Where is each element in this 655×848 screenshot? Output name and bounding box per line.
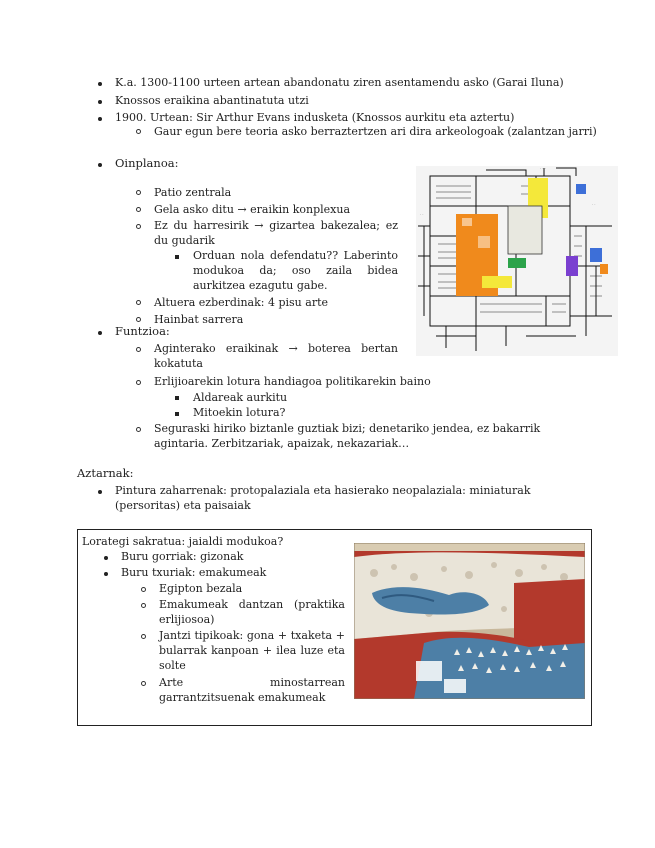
- box-subitem-1: Egipton bezala: [159, 582, 243, 595]
- svg-text:⋅ ⋅: ⋅ ⋅: [592, 203, 596, 207]
- bullet-circle: [136, 224, 141, 229]
- box-title: Lorategi sakratua: jaialdi modukoa?: [82, 535, 284, 548]
- oinplanoa-item-4: Altuera ezberdinak: 4 pisu arte: [154, 296, 329, 309]
- box-item-2: Buru txuriak: emakumeak: [121, 566, 267, 579]
- box-subitem-4: Arte minostarrean garrantzitsuenak emakumeak: [159, 676, 345, 704]
- box-subitem-2: Emakumeak dantzan (praktika erlijiosoa): [159, 598, 345, 626]
- section-heading-funtzioa: Funtzioa:: [115, 324, 170, 338]
- svg-text:⋅ ⋅: ⋅ ⋅: [420, 213, 424, 217]
- bullet-circle: [136, 300, 141, 305]
- knossos-floor-plan-image: [416, 166, 618, 356]
- bullet-dot: [104, 572, 108, 576]
- svg-text:⋅ ⋅ ⋅: ⋅ ⋅ ⋅: [540, 167, 546, 171]
- bullet-dot: [98, 117, 102, 121]
- intro-subitem: Gaur egun bere teoria asko berraztertzen ari dira arkeologoak (zalantzan jarri): [154, 125, 597, 138]
- intro-item-3: 1900. Urtean: Sir Arthur Evans indusketa (Knossos aurkitu eta aztertu): [115, 111, 515, 124]
- bullet-circle: [141, 681, 146, 686]
- bullet-dot: [98, 331, 102, 335]
- funtzioa-item-3: Seguraski hiriko biztanle guztiak bizi; denetariko jendea, ez bakarrik agintaria. Zerbitzariak, apaizak, nekazariak…: [154, 422, 541, 450]
- bullet-circle: [141, 634, 146, 639]
- funtzioa-subitem-2: Mitoekin lotura?: [193, 406, 286, 419]
- bullet-circle: [136, 427, 141, 432]
- bullet-circle: [136, 317, 141, 322]
- bullet-dot: [98, 163, 102, 167]
- bullet-circle: [136, 129, 141, 134]
- aztarnak-item: Pintura zaharrenak: protopalaziala eta hasierako neopalaziala: miniaturak (persoritas) eta paisaiak: [115, 484, 531, 512]
- bullet-square: [175, 255, 179, 259]
- oinplanoa-item-2: Gela asko ditu → eraikin konplexua: [154, 203, 351, 216]
- section-heading-oinplanoa: Oinplanoa:: [115, 156, 179, 170]
- bullet-circle: [136, 347, 141, 352]
- oinplanoa-item-1: Patio zentrala: [154, 186, 232, 199]
- bullet-dot: [98, 490, 102, 494]
- oinplanoa-subitem: Orduan nola defendatu?? Laberinto modukoa da; oso zaila bidea aurkitzea ezagutu gabe.: [193, 249, 398, 292]
- bullet-circle: [136, 207, 141, 212]
- bullet-square: [175, 396, 179, 400]
- bullet-circle: [141, 603, 146, 608]
- funtzioa-item-1: Aginterako eraikinak → boterea bertan kokatuta: [154, 342, 398, 370]
- minoan-fresco-image: [354, 543, 585, 699]
- bullet-square: [175, 412, 179, 416]
- bullet-circle: [141, 587, 146, 592]
- box-item-1: Buru gorriak: gizonak: [121, 550, 244, 563]
- section-heading-aztarnak: Aztarnak:: [77, 466, 134, 480]
- oinplanoa-item-3: Ez du harresirik → gizartea bakezalea; ez du gudarik: [154, 219, 398, 247]
- intro-item-1: K.a. 1300-1100 urteen artean abandonatu ziren asentamendu asko (Garai Iluna): [115, 76, 564, 89]
- bullet-dot: [98, 82, 102, 86]
- oinplanoa-item-5: Hainbat sarrera: [154, 313, 244, 326]
- box-subitem-3: Jantzi tipikoak: gona + txaketa + bularrak kanpoan + ilea luze eta solte: [159, 629, 345, 672]
- bullet-circle: [136, 380, 141, 385]
- bullet-dot: [98, 100, 102, 104]
- bullet-circle: [136, 190, 141, 195]
- bullet-dot: [104, 556, 108, 560]
- funtzioa-subitem-1: Aldareak aurkitu: [193, 391, 288, 404]
- intro-item-2: Knossos eraikina abantinatuta utzi: [115, 94, 309, 107]
- funtzioa-item-2: Erlijioarekin lotura handiagoa politikarekin baino: [154, 375, 431, 388]
